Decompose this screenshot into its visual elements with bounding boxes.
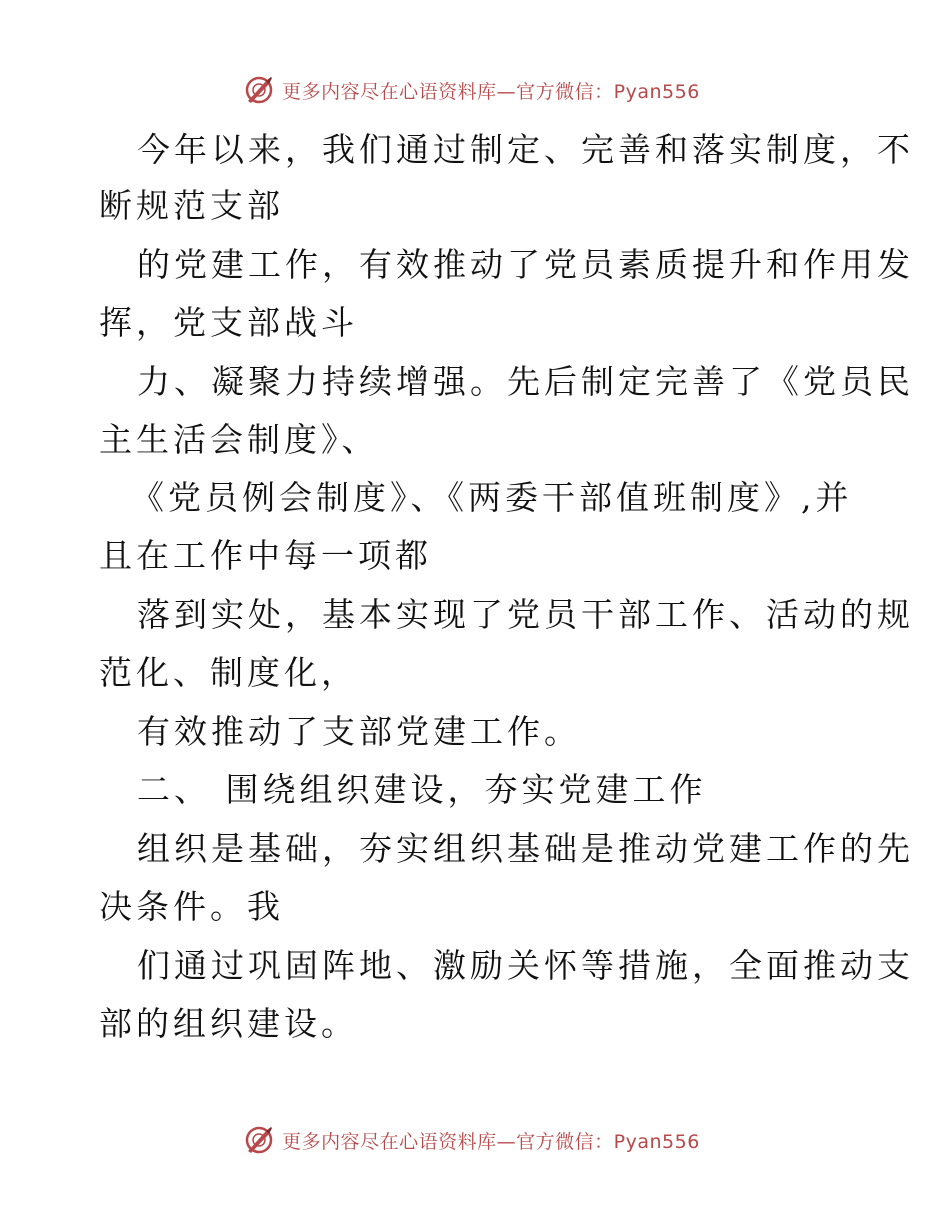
pen-logo-icon	[244, 75, 274, 105]
body-line: 挥，党支部战斗	[99, 303, 358, 342]
body-line: 部的组织建设。	[99, 1004, 358, 1043]
body-line: 且在工作中每一项都	[99, 536, 432, 575]
body-line: 断规范支部	[99, 186, 284, 225]
body-line: 范化、制度化，	[99, 653, 358, 692]
body-line: 组织是基础，夯实组织基础是推动党建工作的先	[137, 829, 914, 868]
body-line: 的党建工作，有效推动了党员素质提升和作用发	[137, 245, 914, 284]
body-line: 们通过巩固阵地、激励关怀等措施，全面推动支	[137, 946, 914, 985]
pen-logo-icon	[244, 1125, 274, 1155]
header-banner-text: 更多内容尽在心语资料库—官方微信：Pyan556	[282, 80, 700, 103]
header-banner	[0, 70, 950, 110]
body-line: 主生活会制度》、	[99, 420, 379, 459]
body-line: 今年以来，我们通过制定、完善和落实制度，不	[137, 130, 914, 169]
body-line: 落到实处，基本实现了党员干部工作、活动的规	[137, 595, 914, 634]
footer-banner-text: 更多内容尽在心语资料库—官方微信：Pyan556	[282, 1130, 700, 1153]
footer-banner	[0, 1120, 950, 1160]
body-line: 力、凝聚力持续增强。先后制定完善了《党员民	[137, 362, 914, 401]
body-line: 《党员例会制度》、《两委干部值班制度》,并	[131, 478, 853, 517]
section-heading: 二、 围绕组织建设，夯实党建工作	[137, 770, 707, 809]
body-line: 决条件。我	[99, 887, 284, 926]
body-line: 有效推动了支部党建工作。	[137, 712, 581, 751]
